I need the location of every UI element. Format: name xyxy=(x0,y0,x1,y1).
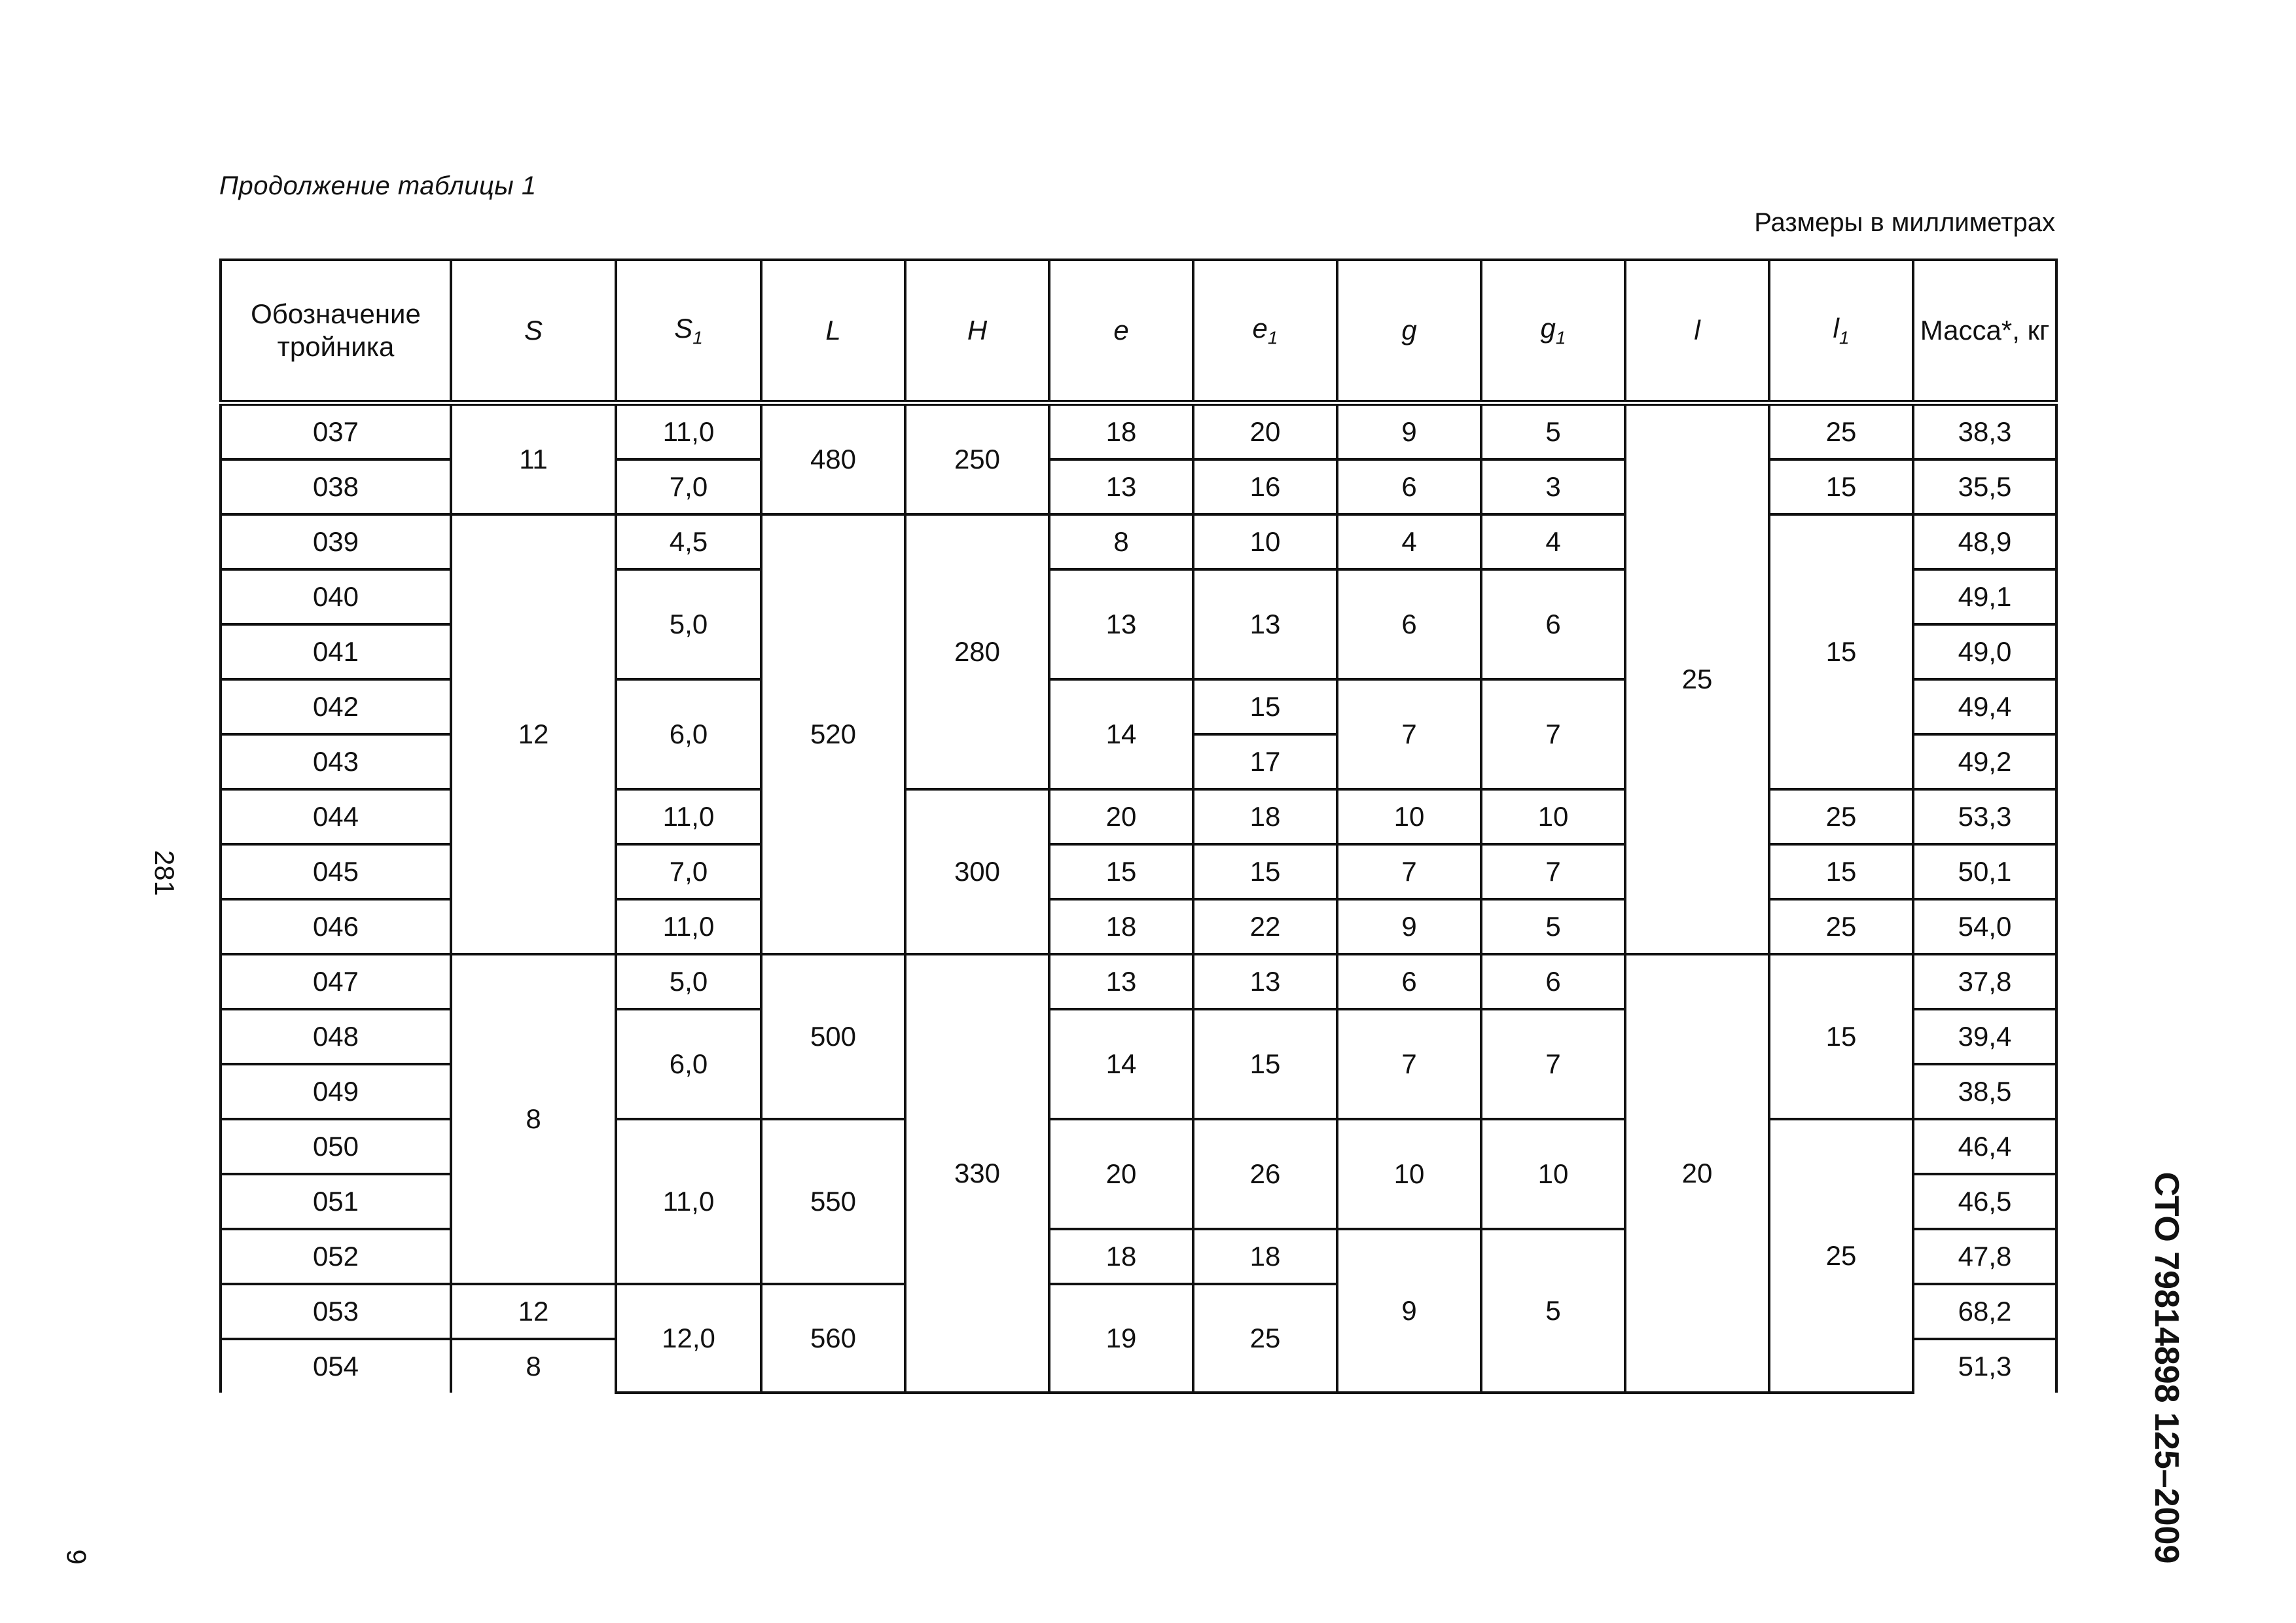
cell-mass: 50,1 xyxy=(1913,844,2056,899)
header-l: L xyxy=(761,260,905,403)
cell-designation: 047 xyxy=(221,954,451,1009)
cell-e: 18 xyxy=(1049,403,1193,460)
cell-designation: 049 xyxy=(221,1064,451,1119)
cell-e1: 25 xyxy=(1193,1284,1337,1393)
cell-g1: 10 xyxy=(1481,1119,1625,1229)
header-s: S xyxy=(451,260,616,403)
header-mass: Масса*, кг xyxy=(1913,260,2056,403)
cell-g1: 5 xyxy=(1481,1229,1625,1393)
header-l-small: l xyxy=(1625,260,1769,403)
cell-mass: 53,3 xyxy=(1913,789,2056,844)
cell-g: 6 xyxy=(1337,569,1481,679)
cell-s1: 6,0 xyxy=(616,679,761,789)
cell-s1: 7,0 xyxy=(616,844,761,899)
cell-e: 18 xyxy=(1049,899,1193,954)
cell-g1: 5 xyxy=(1481,899,1625,954)
cell-s1: 11,0 xyxy=(616,403,761,460)
cell-mass: 54,0 xyxy=(1913,899,2056,954)
cell-designation: 044 xyxy=(221,789,451,844)
table-row xyxy=(221,514,2056,569)
cell-s1: 4,5 xyxy=(616,514,761,569)
cell-e1: 22 xyxy=(1193,899,1337,954)
cell-s1: 5,0 xyxy=(616,954,761,1009)
cell-mass: 46,5 xyxy=(1913,1174,2056,1229)
cell-g: 10 xyxy=(1337,1119,1481,1229)
cell-e: 13 xyxy=(1049,569,1193,679)
cell-designation: 046 xyxy=(221,899,451,954)
cell-l1: 15 xyxy=(1769,954,1913,1119)
page-number: 281 xyxy=(149,849,181,897)
cell-mass: 49,4 xyxy=(1913,679,2056,734)
cell-e1: 17 xyxy=(1193,734,1337,789)
header-g1: $g_1$ xyxy=(1481,260,1625,403)
cell-e1: 20 xyxy=(1193,403,1337,460)
cell-s: 11 xyxy=(451,403,616,515)
header-e1: $e_1$ xyxy=(1193,260,1337,403)
cell-l-small: 25 xyxy=(1625,403,1769,955)
cell-e: 13 xyxy=(1049,954,1193,1009)
cell-g1: 10 xyxy=(1481,789,1625,844)
cell-l: 550 xyxy=(761,1119,905,1284)
cell-g: 7 xyxy=(1337,844,1481,899)
cell-g1: 6 xyxy=(1481,569,1625,679)
document-code: СТО 79814898 125–2009 xyxy=(2147,1171,2185,1564)
cell-l: 560 xyxy=(761,1284,905,1393)
cell-s1: 11,0 xyxy=(616,1119,761,1284)
cell-g: 4 xyxy=(1337,514,1481,569)
cell-g1: 3 xyxy=(1481,459,1625,514)
cell-mass: 38,5 xyxy=(1913,1064,2056,1119)
cell-g: 7 xyxy=(1337,1009,1481,1119)
cell-designation: 037 xyxy=(221,403,451,460)
cell-l1: 15 xyxy=(1769,459,1913,514)
header-g: g xyxy=(1337,260,1481,403)
cell-designation: 048 xyxy=(221,1009,451,1064)
cell-e: 19 xyxy=(1049,1284,1193,1393)
cell-g1: 5 xyxy=(1481,403,1625,460)
cell-mass: 38,3 xyxy=(1913,403,2056,460)
cell-mass: 49,2 xyxy=(1913,734,2056,789)
cell-s1: 5,0 xyxy=(616,569,761,679)
cell-designation: 041 xyxy=(221,624,451,679)
cell-s: 8 xyxy=(451,954,616,1284)
cell-g1: 7 xyxy=(1481,844,1625,899)
cell-e1: 16 xyxy=(1193,459,1337,514)
cell-mass: 39,4 xyxy=(1913,1009,2056,1064)
header-h: H xyxy=(905,260,1049,403)
cell-l: 480 xyxy=(761,403,905,515)
cell-l: 520 xyxy=(761,514,905,954)
cell-designation: 038 xyxy=(221,459,451,514)
cell-e: 8 xyxy=(1049,514,1193,569)
cell-mass: 35,5 xyxy=(1913,459,2056,514)
cell-g1: 4 xyxy=(1481,514,1625,569)
cell-mass: 49,1 xyxy=(1913,569,2056,624)
cell-designation: 042 xyxy=(221,679,451,734)
cell-e1: 13 xyxy=(1193,569,1337,679)
cell-e: 13 xyxy=(1049,459,1193,514)
table-caption: Продолжение таблицы 1 xyxy=(219,171,537,200)
cell-g: 7 xyxy=(1337,679,1481,789)
cell-e: 14 xyxy=(1049,679,1193,789)
cell-e: 18 xyxy=(1049,1229,1193,1284)
cell-e1: 26 xyxy=(1193,1119,1337,1229)
cell-e1: 18 xyxy=(1193,1229,1337,1284)
cell-g1: 7 xyxy=(1481,679,1625,789)
cell-g: 6 xyxy=(1337,954,1481,1009)
units-note: Размеры в миллиметрах xyxy=(1754,208,2055,237)
cell-l1: 25 xyxy=(1769,789,1913,844)
cell-designation: 050 xyxy=(221,1119,451,1174)
cell-l1: 25 xyxy=(1769,1119,1913,1393)
cell-designation: 045 xyxy=(221,844,451,899)
cell-e1: 15 xyxy=(1193,679,1337,734)
cell-mass: 46,4 xyxy=(1913,1119,2056,1174)
cell-s1: 11,0 xyxy=(616,789,761,844)
cell-mass: 49,0 xyxy=(1913,624,2056,679)
cell-designation: 054 xyxy=(221,1339,451,1393)
header-s1: $S_1$ xyxy=(616,260,761,403)
cell-mass: 37,8 xyxy=(1913,954,2056,1009)
cell-h: 300 xyxy=(905,789,1049,954)
sheet-number: 9 xyxy=(61,1549,92,1565)
cell-mass: 48,9 xyxy=(1913,514,2056,569)
cell-e1: 13 xyxy=(1193,954,1337,1009)
cell-h: 330 xyxy=(905,954,1049,1393)
cell-s: 12 xyxy=(451,514,616,954)
cell-g: 9 xyxy=(1337,1229,1481,1393)
cell-l: 500 xyxy=(761,954,905,1119)
cell-e: 20 xyxy=(1049,1119,1193,1229)
cell-s1: 7,0 xyxy=(616,459,761,514)
table-row xyxy=(221,954,2056,1009)
table-row xyxy=(221,403,2056,460)
cell-g: 9 xyxy=(1337,403,1481,460)
cell-mass: 47,8 xyxy=(1913,1229,2056,1284)
cell-g: 9 xyxy=(1337,899,1481,954)
cell-designation: 053 xyxy=(221,1284,451,1339)
cell-e1: 10 xyxy=(1193,514,1337,569)
cell-l1: 25 xyxy=(1769,899,1913,954)
cell-mass: 51,3 xyxy=(1913,1339,2056,1393)
cell-g1: 6 xyxy=(1481,954,1625,1009)
header-designation: Обозначение тройника xyxy=(221,260,451,403)
header-e: e xyxy=(1049,260,1193,403)
cell-h: 250 xyxy=(905,403,1049,515)
cell-designation: 052 xyxy=(221,1229,451,1284)
cell-e: 15 xyxy=(1049,844,1193,899)
header-l1: $l_1$ xyxy=(1769,260,1913,403)
cell-e: 20 xyxy=(1049,789,1193,844)
cell-s1: 12,0 xyxy=(616,1284,761,1393)
cell-s1: 11,0 xyxy=(616,899,761,954)
cell-mass: 68,2 xyxy=(1913,1284,2056,1339)
cell-s1: 6,0 xyxy=(616,1009,761,1119)
cell-designation: 040 xyxy=(221,569,451,624)
cell-designation: 051 xyxy=(221,1174,451,1229)
cell-e1: 18 xyxy=(1193,789,1337,844)
cell-g: 6 xyxy=(1337,459,1481,514)
cell-g1: 7 xyxy=(1481,1009,1625,1119)
cell-g: 10 xyxy=(1337,789,1481,844)
cell-l1: 15 xyxy=(1769,514,1913,789)
cell-designation: 039 xyxy=(221,514,451,569)
cell-l-small: 20 xyxy=(1625,954,1769,1393)
cell-l1: 15 xyxy=(1769,844,1913,899)
cell-e1: 15 xyxy=(1193,1009,1337,1119)
header-row xyxy=(221,260,2056,403)
cell-h: 280 xyxy=(905,514,1049,789)
cell-l1: 25 xyxy=(1769,403,1913,460)
cell-s: 8 xyxy=(451,1339,616,1393)
cell-designation: 043 xyxy=(221,734,451,789)
cell-e1: 15 xyxy=(1193,844,1337,899)
cell-s: 12 xyxy=(451,1284,616,1339)
cell-e: 14 xyxy=(1049,1009,1193,1119)
dimensions-table xyxy=(219,259,2058,1394)
